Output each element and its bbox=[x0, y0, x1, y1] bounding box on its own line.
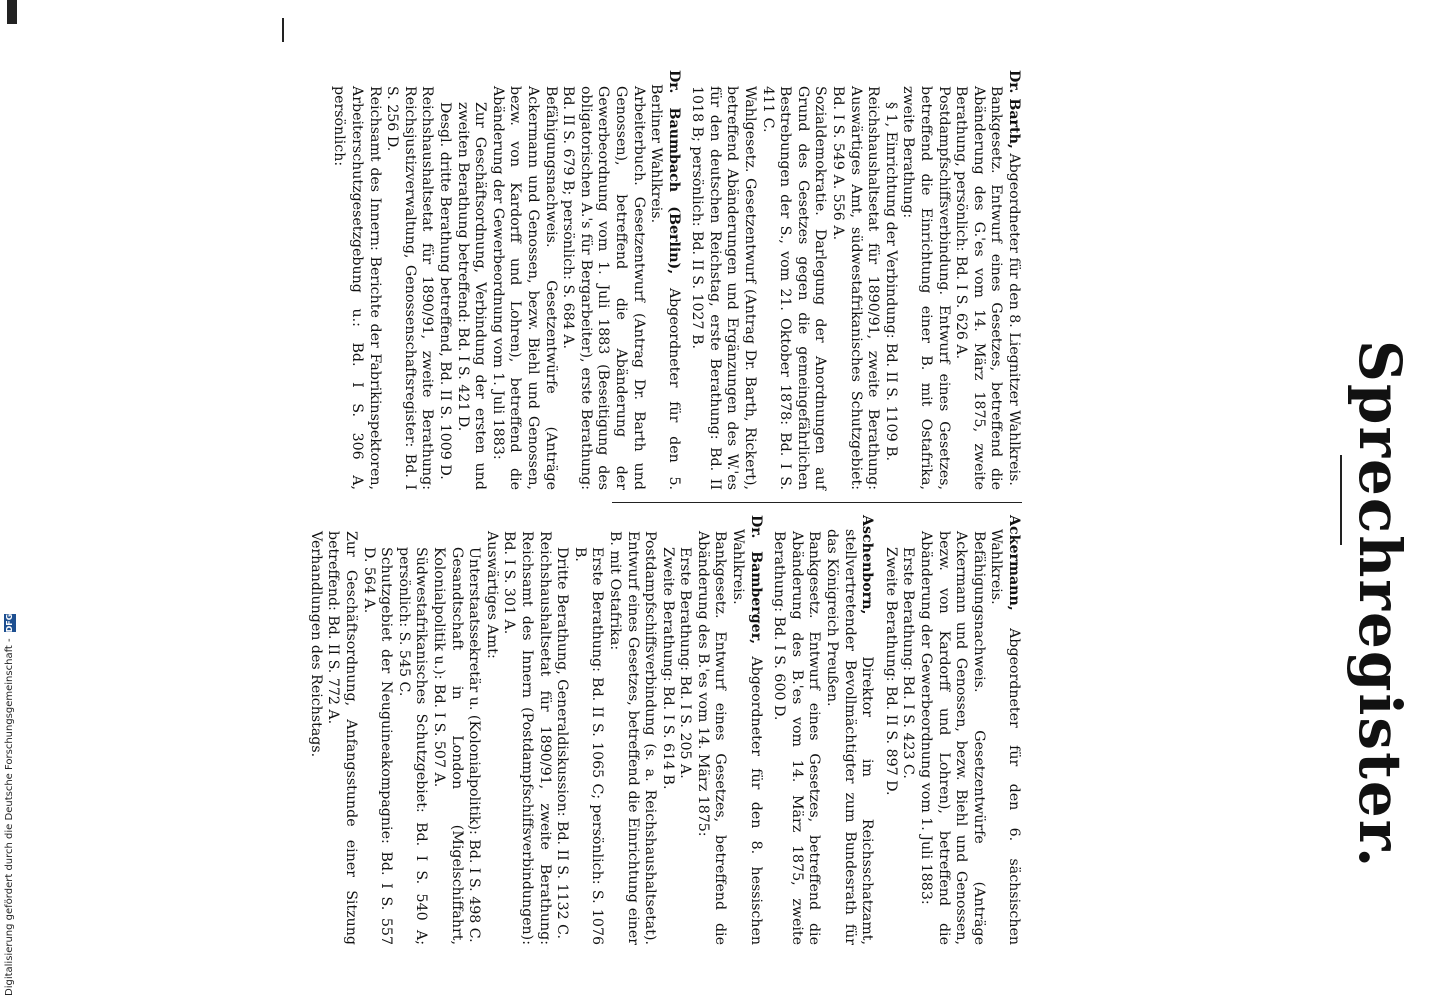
entry-line: Unterstaatssekretär u. (Kolonialpolitik): Bd. I S. 498 C. bbox=[466, 547, 483, 943]
entry-line: Reichshaushaltsetat für 1890/91, zweite Berathung: Reichsjustizverwaltung, Genossenschaftsregister: Bd. I S. 256 D. bbox=[384, 86, 436, 490]
entry-heading: Abgeordneter für den 8. Liegnitzer Wahlkreis. bbox=[1006, 153, 1022, 486]
entry-aschenborn bbox=[770, 515, 876, 945]
entry-ackermann bbox=[881, 515, 1022, 945]
entry-line: Arbeiterbuch. Gesetzentwurf (Antrag Dr. Barth und Genossen), betreffend die Abänderung der Gewerbeordnung vom 1. Juli 1883 (Beseitigung des obligatorischen A.'s für Bergarbeiter), erste Berathung: Bd. II S. 679 B; persönlich: S. 684 A. bbox=[560, 86, 647, 490]
entry-heading: Abgeordneter für den 6. sächsischen Wahlkreis. bbox=[988, 529, 1022, 945]
left-column bbox=[324, 70, 1022, 490]
dfg-logo-icon: DFG bbox=[5, 613, 14, 633]
entry-barth bbox=[688, 70, 1022, 490]
entry-line: Verhandlungen des Reichstags. bbox=[307, 531, 324, 758]
page-title: Sprechregister. bbox=[1346, 340, 1414, 870]
entry-line: Erste Berathung: Bd. I S. 205 A. bbox=[677, 547, 694, 779]
entry-line: Auswärtiges Amt: bbox=[483, 531, 500, 659]
entry-line: Südwestafrikanisches Schutzgebiet: Bd. I S. 540 A; persönlich: S. 545 C. bbox=[395, 547, 430, 945]
entry-line: § 1, Einrichtung der Verbindung: Bd. II S. 1109 B. bbox=[882, 102, 899, 462]
entry-line: Zur Geschäftsordnung, Anfangsstunde einer Sitzung betreffend: Bd. II S. 772 A. bbox=[325, 531, 360, 945]
entry-name: Ackermann, bbox=[1006, 515, 1022, 611]
digitization-footer bbox=[0, 0, 20, 1000]
entry-line: Schutzgebiet der Neuguineakompagnie: Bd. I S. 557 D. 564 A. bbox=[360, 547, 395, 945]
entry-line: Gesandtschaft in London (Migelschiffahrt, Kolonialpolitik u.): Bd. I S. 507 A. bbox=[431, 547, 465, 945]
entry-line: Erste Berathung: Bd. I S. 423 C. bbox=[900, 547, 917, 779]
entry-line: Wahlgesetz. Gesetzentwurf (Antrag Dr. Barth, Rickert), betreffend Abänderungen und Ergänzungen des W.'es für den deutschen Reichstag, erste Berathung: Bd. II 1018 B; persönlich: Bd. II S. 1027 B. bbox=[689, 86, 759, 490]
entry-line: Zur Geschäftsordnung, Verbindung der ersten und zweiten Berathung betreffend: Bd. I S. 421 D. bbox=[454, 102, 489, 490]
entry-line: Befähigungsnachweis. Gesetzentwürfe (Anträge Ackermann und Genossen, bezw. Biehl und Genossen, bezw. von Kardorff und Lohren), betreffend die Abänderung der Gewerbeordnung vom 1. Juli 1883: bbox=[918, 531, 987, 945]
entry-line: Befähigungsnachweis. Gesetzentwürfe (Anträge Ackermann und Genossen, bezw. Biehl und Genossen, bezw. von Kardorff und Lohren), betreffend die Abänderung der Gewerbeordnung vom 1. Juli 1883: bbox=[489, 86, 559, 490]
entry-heading: Direktor im Reichsschatzamt, stellvertretender Bevollmächtigter zum Bundesrath für das Königreich Preußen. bbox=[824, 529, 876, 946]
entry-line: Bankgesetz. Entwurf eines Gesetzes, betreffend die Abänderung des B.'es vom 14. März 1875, zweite Berathung: Bd. I S. 600 D. bbox=[771, 531, 823, 945]
entry-line: Reichsamt des Innern: Berichte der Fabrikinspektoren, Arbeiterschutzgesetzgebung u.: Bd. I S. 306 A, persönlich: bbox=[331, 86, 383, 490]
entry-name: Dr. Baumbach (Berlin), bbox=[665, 70, 682, 275]
entry-bamberger bbox=[306, 515, 763, 945]
margin-mark bbox=[282, 18, 284, 42]
title-rule bbox=[1340, 455, 1342, 545]
entry-line: Dritte Berathung, Generaldiskussion: Bd. II S. 1132 C. bbox=[554, 547, 571, 939]
entry-baumbach bbox=[330, 70, 682, 490]
column-divider bbox=[612, 502, 1022, 503]
footer-text: Digitalisierung gefördert durch die Deutsche Forschungsgemeinschaft - bbox=[4, 638, 15, 996]
entry-line: Bankgesetz. Entwurf eines Gesetzes, betreffend die Abänderung des B.'es vom 14. März 1875: bbox=[694, 531, 729, 945]
entry-line: Erste Berathung: Bd. II S. 1065 C; persönlich: S. 1076 B. bbox=[571, 547, 606, 945]
entry-line: Reichshaushaltsetat für 1890/91, zweite Berathung: Auswärtiges Amt, südwestafrikanisches Schutzgebiet: Bd. I S. 549 A. 556 A. bbox=[830, 86, 882, 490]
entry-name: Aschenborn, bbox=[859, 515, 876, 615]
entry-line: Desgl. dritte Berathung betreffend, Bd. II S. 1009 D. bbox=[437, 102, 453, 480]
entry-heading: Abgeordneter für den 8. hessischen Wahlkreis. bbox=[730, 529, 764, 945]
right-column bbox=[300, 515, 1022, 945]
entry-line: Postdampfschiffsverbindung. Entwurf eines Gesetzes, betreffend die Einrichtung einer B. mit Ostafrika, zweite Berathung: bbox=[900, 86, 952, 490]
entry-line: Sozialdemokratie. Darlegung der Anordnungen auf Grund des Gesetzes gegen die gemeingefährlichen Bestrebungen der S., vom 21. Oktober 1878: Bd. I S. 411 C. bbox=[759, 86, 829, 490]
entry-line: Zweite Berathung: Bd. II S. 897 D. bbox=[882, 547, 899, 796]
entry-heading: Abgeordneter für den 5. Berliner Wahlkreis. bbox=[648, 84, 682, 490]
entry-line: Reichshaushaltsetat für 1890/91, zweite Berathung: Reichsamt des Innern (Postdampfschiffsverbindungen): Bd. I S. 301 A. bbox=[501, 531, 553, 945]
entry-line: Zweite Berathung: Bd. I S. 614 B. bbox=[659, 547, 676, 790]
entry-line: Bankgesetz. Entwurf eines Gesetzes, betreffend die Abänderung des G.'es vom 14. März 1875, zweite Berathung, persönlich: Bd. I S. 626 A. bbox=[953, 86, 1005, 490]
entry-line: Postdampfschiffsverbindung (s. a. Reichshaushaltsetat). Entwurf eines Gesetzes, betreffend die Einrichtung einer B. mit Ostafrika: bbox=[606, 531, 659, 945]
entry-name: Dr. Bamberger, bbox=[747, 515, 764, 645]
entry-name: Dr. Barth, bbox=[1006, 70, 1022, 149]
